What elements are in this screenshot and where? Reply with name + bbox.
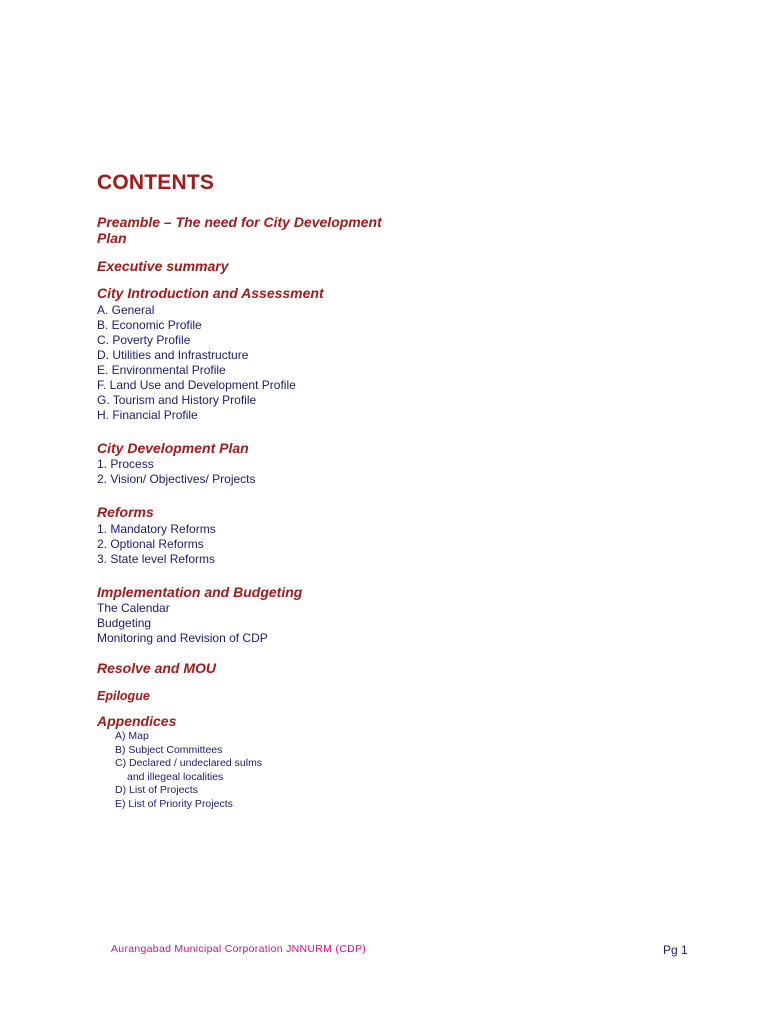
list-item: 2. Vision/ Objectives/ Projects (97, 472, 256, 486)
list-item: 1. Process (97, 457, 154, 471)
list-item: 1. Mandatory Reforms (97, 522, 216, 536)
list-item: C. Poverty Profile (97, 333, 191, 347)
section-heading-reforms: Reforms (97, 504, 154, 520)
city-development-plan-list (97, 457, 256, 487)
list-item: E. Environmental Profile (97, 363, 226, 377)
list-item: A. General (97, 303, 155, 317)
preamble-line-1: Preamble – The need for City Development (97, 214, 382, 230)
list-item: B. Economic Profile (97, 318, 202, 332)
section-heading-implementation: Implementation and Budgeting (97, 584, 303, 600)
list-item: 2. Optional Reforms (97, 537, 204, 551)
list-item: E) List of Priority Projects (115, 797, 233, 810)
section-heading-city-development-plan: City Development Plan (97, 440, 249, 456)
city-introduction-list (97, 303, 296, 423)
footer-organization: Aurangabad Municipal Corporation JNNURM (CDP) (111, 943, 367, 955)
section-heading-city-introduction: City Introduction and Assessment (97, 285, 324, 301)
list-item: B) Subject Committees (115, 743, 223, 756)
appendices-list (115, 730, 262, 812)
list-item: C) Declared / undeclared sulms and illegeal localities (115, 757, 263, 783)
section-heading-resolve-mou: Resolve and MOU (97, 660, 217, 676)
list-item: The Calendar (97, 601, 170, 615)
section-heading-epilogue: Epilogue (97, 689, 150, 703)
list-item: Budgeting (97, 616, 152, 630)
list-item: Monitoring and Revision of CDP (97, 631, 268, 645)
list-item: F. Land Use and Development Profile (97, 378, 296, 392)
preamble-line-2: Plan (97, 230, 127, 246)
section-heading-executive-summary: Executive summary (97, 258, 229, 274)
page-number: Pg 1 (663, 943, 688, 957)
list-item: H. Financial Profile (97, 408, 198, 422)
list-item: D. Utilities and Infrastructure (97, 348, 249, 362)
list-item: A) Map (115, 730, 149, 742)
list-item: D) List of Projects (115, 784, 198, 797)
page-title: CONTENTS (97, 171, 215, 194)
implementation-list (97, 601, 268, 646)
section-heading-preamble (97, 214, 382, 246)
section-heading-appendices: Appendices (97, 713, 177, 729)
list-item: G. Tourism and History Profile (97, 393, 257, 407)
reforms-list (97, 522, 216, 567)
list-item: 3. State level Reforms (97, 552, 216, 566)
